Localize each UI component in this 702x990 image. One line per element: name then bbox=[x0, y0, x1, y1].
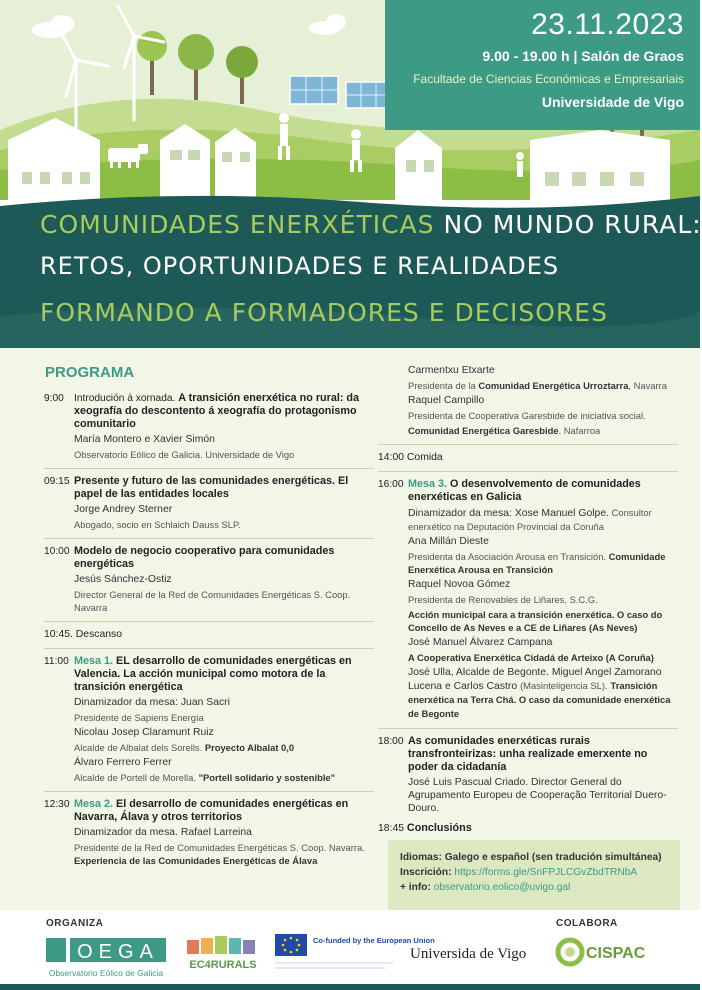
main-title-line-1 bbox=[40, 210, 702, 239]
speaker-role bbox=[74, 841, 374, 867]
speaker-name: Álvaro Ferrero Ferrer bbox=[74, 757, 172, 768]
program-item bbox=[44, 545, 374, 614]
info-line bbox=[400, 880, 680, 895]
program-column-right bbox=[378, 362, 678, 842]
cispac-logo bbox=[556, 932, 656, 972]
speaker-role-text: Presidente de la Red de Comunidades Energéticas S. Coop. Navarra. bbox=[74, 842, 365, 853]
program-item bbox=[44, 628, 374, 641]
speaker-project: Comunidad Energética Garesbide bbox=[408, 425, 559, 436]
item-time: 10:00 bbox=[44, 546, 70, 557]
item-time: 09:15 bbox=[44, 476, 70, 487]
speaker-role: Director General de la Red de Comunidades Energéticas S. Coop. Navarra bbox=[74, 589, 351, 613]
signup-label: Inscrición: bbox=[400, 867, 452, 878]
event-time-venue: 9.00 - 19.00 h | Salón de Graos bbox=[482, 48, 684, 64]
main-title-line-3: FORMANDO A FORMADORES E DECISORES bbox=[40, 298, 608, 327]
speaker-name: Jorge Andrey Sterner bbox=[74, 504, 173, 515]
speaker-role bbox=[74, 771, 374, 784]
item-title bbox=[74, 655, 374, 694]
item-time: 18:45 bbox=[378, 823, 405, 834]
mesa-label: Mesa 1. bbox=[74, 655, 114, 667]
speaker-role: Presidenta de Cooperativa Garesbide de iniciativa social. bbox=[408, 410, 646, 421]
item-time: 16:00 bbox=[378, 479, 404, 490]
speaker-role: Observatorio Eólico de Galicia. Universidade de Vigo bbox=[74, 449, 295, 460]
email-link[interactable]: observatorio.eolico@uvigo.gal bbox=[433, 882, 571, 893]
speaker-project: Experiencia de las Comunidades Energéticas de Álava bbox=[74, 855, 318, 866]
item-time: 11:00 bbox=[44, 656, 69, 667]
speaker-project: Acción municipal cara a transición enerxética. O caso do Concello de As Neves e a CE de Liñares (As Neves) bbox=[408, 609, 663, 633]
divider bbox=[378, 471, 678, 472]
bottom-bar bbox=[0, 984, 700, 990]
speaker-project: Comunidade Enerxética Arousa en Transición bbox=[408, 551, 666, 575]
item-time: 18:00 bbox=[378, 736, 404, 747]
speaker-role bbox=[74, 741, 374, 754]
main-title-highlight: COMUNIDADES ENERXÉTICAS bbox=[40, 210, 435, 239]
speaker-role: Presidente de Sapiens Energía bbox=[74, 712, 204, 723]
speaker-role-text: Presidenta de la bbox=[408, 380, 476, 391]
program-item bbox=[378, 451, 678, 464]
program-item bbox=[378, 364, 678, 437]
main-title-rest: NO MUNDO RURAL: bbox=[443, 210, 702, 239]
speaker-name: Raquel Campillo bbox=[408, 395, 485, 406]
speaker-name: Dinamizador da mesa: Juan Sacri bbox=[74, 697, 230, 708]
speaker-project-line bbox=[408, 608, 678, 634]
divider bbox=[378, 444, 678, 445]
speaker-project: "Portell solidario y sostenible" bbox=[198, 772, 336, 783]
program-item bbox=[378, 735, 678, 815]
speaker-role-text: (Masinteligencia SL). bbox=[520, 680, 608, 691]
main-title-line-2: RETOS, OPORTUNIDADES E REALIDADES bbox=[40, 252, 560, 280]
item-title-text: EL desarrollo de comunidades energéticas en Valencia. La acción municipal como motora de la transición energética bbox=[74, 655, 352, 693]
divider bbox=[44, 621, 374, 622]
item-title: Presente y futuro de las comunidades energéticas. El papel de las entidades locales bbox=[74, 475, 349, 500]
program-item bbox=[44, 798, 374, 867]
item-title bbox=[74, 392, 374, 431]
program-column-left bbox=[44, 392, 374, 874]
item-title: Conclusións bbox=[406, 822, 472, 834]
speaker-name: Dinamizador da mesa. Rafael Larreina bbox=[74, 827, 252, 838]
speaker-project: Comunidad Energética Urroztarra bbox=[478, 380, 629, 391]
oega-logo bbox=[46, 936, 168, 980]
colabora-label: COLABORA bbox=[556, 918, 618, 929]
item-time: 9:00 bbox=[44, 393, 64, 404]
item-title bbox=[74, 798, 374, 824]
organiza-label: ORGANIZA bbox=[46, 918, 104, 929]
speaker-role bbox=[408, 550, 678, 576]
eu-cofunded-text: Co-funded by the European Union bbox=[313, 936, 435, 945]
more-info-label: + info: bbox=[400, 882, 431, 893]
program-item bbox=[44, 392, 374, 461]
eu-cofunded-logo bbox=[275, 934, 435, 980]
item-time: 12:30 bbox=[44, 799, 70, 810]
speaker-name: Jesús Sánchez-Ostiz bbox=[74, 574, 172, 585]
program-item bbox=[378, 822, 678, 835]
speaker-project: Transición enerxética na Terra Chá. O caso da comunidade enerxética de Begonte bbox=[408, 680, 671, 719]
ec4rurals-logo-text: EC4RURALS bbox=[189, 959, 257, 971]
item-title bbox=[408, 478, 678, 504]
speaker-project-line bbox=[408, 424, 678, 437]
speaker-role-text: Consultor enerxético na Deputación Provincial da Coruña bbox=[408, 507, 652, 532]
program-item bbox=[378, 478, 678, 721]
speaker-project: Proyecto Albalat 0,0 bbox=[204, 742, 295, 753]
speaker-role-text: Alcalde de Albalat dels Sorells. bbox=[74, 742, 203, 753]
item-intro: Introdución á xornada. bbox=[74, 393, 176, 404]
speaker-role: Abogado, socio en Schlaich Dauss SLP. bbox=[74, 519, 241, 530]
cispac-logo-text: CISPAC bbox=[586, 945, 646, 962]
event-university: Universidade de Vigo bbox=[541, 94, 684, 110]
hero-illustration bbox=[0, 0, 700, 200]
speaker-name-text: José Ulla, Alcalde de Begonte. Miguel Angel Zamorano Lucena e Carlos Castro bbox=[408, 667, 662, 692]
speaker-role-text: Alcalde de Portell de Morella. bbox=[74, 772, 196, 783]
speaker-name: Raquel Novoa Gómez bbox=[408, 579, 511, 590]
program-heading: PROGRAMA bbox=[45, 364, 135, 381]
divider bbox=[44, 468, 374, 469]
speaker-role-text: Presidenta da Asociación Arousa en Transición. bbox=[408, 551, 607, 562]
speaker-name bbox=[408, 666, 678, 721]
divider bbox=[44, 538, 374, 539]
divider bbox=[378, 728, 678, 729]
item-time: 10:45. bbox=[44, 629, 73, 640]
speaker-role-suffix: , Navarra bbox=[628, 380, 667, 391]
languages-note: Idiomas: Galego e español (sen tradución simultánea) bbox=[400, 852, 662, 863]
speaker-role bbox=[408, 506, 678, 533]
signup-line bbox=[400, 865, 680, 880]
program-section bbox=[0, 348, 700, 910]
item-title-text: A transición enerxética no rural: da xeografía do descontento á xeografía do protagonismo comunitario bbox=[74, 392, 360, 430]
item-title: Descanso bbox=[75, 629, 122, 640]
speaker-name: Ana Millán Dieste bbox=[408, 536, 489, 547]
speaker-project-line bbox=[408, 651, 678, 664]
event-date: 23.11.2023 bbox=[531, 8, 684, 41]
item-title-text: El desarrollo de comunidades energéticas en Navarra, Álava y otros territorios bbox=[74, 798, 349, 823]
divider bbox=[44, 791, 374, 792]
info-box bbox=[388, 840, 680, 910]
footer bbox=[0, 910, 700, 990]
event-info-box bbox=[385, 0, 700, 130]
uvigo-logo: Universida de Vigo bbox=[410, 946, 527, 962]
oega-caption: Observatorio Eólico de Galicia bbox=[48, 968, 164, 978]
item-title: Modelo de negocio cooperativo para comunidades energéticas bbox=[74, 545, 335, 570]
speaker-name: Nicolau Josep Claramunt Ruiz bbox=[74, 727, 214, 738]
program-item bbox=[44, 475, 374, 531]
program-item bbox=[44, 655, 374, 784]
item-title-text: O desenvolvemento de comunidades enerxéticas en Galicia bbox=[408, 478, 641, 503]
mesa-label: Mesa 2. bbox=[74, 798, 114, 810]
ec4rurals-logo bbox=[185, 934, 265, 980]
speaker-project: A Cooperativa Enerxética Cidadá de Arteixo (A Coruña) bbox=[408, 652, 654, 663]
oega-logo-text: OEGA bbox=[77, 941, 159, 963]
title-band bbox=[0, 188, 700, 348]
speaker-name: María Montero e Xavier Simón bbox=[74, 434, 215, 445]
speaker-role: Presidenta de Renovables de Liñares, S.C.G. bbox=[408, 594, 598, 605]
divider bbox=[44, 648, 374, 649]
speaker-name: José Manuel Álvarez Campana bbox=[408, 637, 553, 648]
speaker-name: Dinamizador da mesa: Xose Manuel Golpe. bbox=[408, 508, 609, 519]
item-title: As comunidades enerxéticas rurais transfronteirizas: unha realizade emerxente no poder da cidadanía bbox=[408, 735, 648, 773]
item-time: 14:00 bbox=[378, 452, 405, 463]
event-faculty: Facultade de Ciencias Económicas e Empresariais bbox=[413, 72, 684, 86]
speaker-role bbox=[408, 379, 678, 392]
signup-link[interactable]: https://forms.gle/SnFPJLCGvZbdTRNbA bbox=[454, 867, 638, 878]
item-title: Comida bbox=[406, 452, 443, 463]
speaker-role-suffix: . Nafarroa bbox=[558, 425, 601, 436]
mesa-label: Mesa 3. bbox=[408, 478, 448, 490]
speaker-name: Carmentxu Etxarte bbox=[408, 365, 495, 376]
speaker-name: José Luis Pascual Criado. Director General do Agrupamento Europeu de Cooperação Territorial Duero-Douro. bbox=[408, 777, 667, 814]
